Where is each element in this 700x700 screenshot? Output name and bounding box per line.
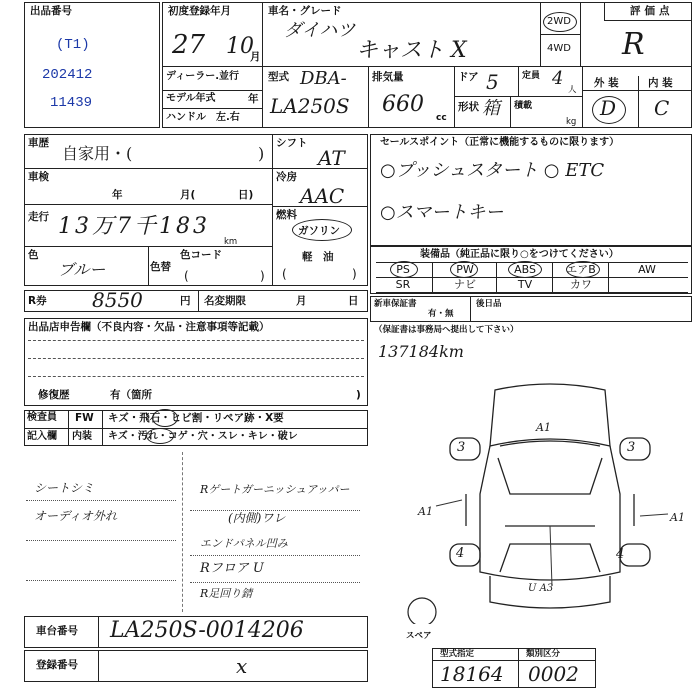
- spare-label: スペア: [406, 631, 432, 641]
- recycle-value: 8550: [92, 288, 143, 312]
- new-warranty-value: 有・無: [428, 309, 454, 319]
- recycle-yen: 円: [180, 295, 191, 307]
- note-right-5: R足回り錆: [200, 587, 253, 600]
- note-right-3: エンドパネル凹み: [200, 537, 288, 550]
- equip-airbag: エアB: [566, 263, 596, 276]
- color-paren-open: (: [184, 269, 189, 283]
- inspection-label: 車検: [28, 171, 49, 183]
- interior-label: 内 装: [648, 77, 673, 89]
- interior-row-label: 内装: [72, 431, 92, 442]
- chassis-label: 車台番号: [36, 625, 78, 637]
- exterior-label: 外 装: [594, 77, 619, 89]
- repair-close: ): [356, 389, 361, 401]
- color-code-label: 色コード: [180, 249, 222, 261]
- first-reg-label: 初度登録年月: [168, 5, 231, 17]
- inspector-label-2: 記入欄: [27, 431, 57, 442]
- handle-label: ハンドル 左.右: [166, 112, 240, 123]
- diagram-mark-rl: 4: [456, 546, 465, 561]
- km-unit: km: [224, 237, 238, 247]
- fuel-label: 燃料: [276, 209, 297, 221]
- recycle-label: R券: [28, 295, 47, 307]
- fw-items: キズ・飛石・ヒビ割・リペア跡・X要: [108, 412, 284, 424]
- interior-value: C: [654, 96, 670, 120]
- capacity-label: 定員: [522, 71, 541, 81]
- model-year-unit: 年: [248, 93, 259, 105]
- color-value: ブルー: [58, 260, 106, 279]
- note-right-4: Rフロア U: [200, 561, 264, 576]
- displacement-label: 排気量: [372, 71, 404, 83]
- registration-label: 登録番号: [36, 659, 78, 671]
- equip-pw-circle: [450, 261, 478, 278]
- fuel-paren-open: (: [282, 267, 287, 281]
- model-year-label: モデル年式: [166, 93, 216, 104]
- ac-value: AAC: [300, 184, 345, 208]
- dealer-label: ディーラー.並行: [166, 71, 239, 82]
- exterior-value: D: [600, 96, 617, 120]
- equip-abs: ABS: [514, 263, 536, 276]
- registration-value: x: [236, 654, 248, 678]
- equip-ps: PS: [396, 263, 410, 276]
- cc-unit: cc: [436, 113, 447, 123]
- diagram-mark-right: A1: [670, 511, 685, 524]
- type-cert-label: 型式指定: [440, 649, 475, 659]
- drive-2wd: 2WD: [547, 16, 571, 27]
- name-change-label: 名変期限: [204, 295, 246, 307]
- note-right-1: Rゲートガーニッシュアッパー: [200, 483, 350, 496]
- fuel-paren-close: ): [352, 267, 357, 281]
- inspector-label-1: 検査員: [27, 412, 57, 423]
- displacement-value: 660: [382, 92, 424, 117]
- diagram-mark-fl: 3: [457, 440, 466, 455]
- shift-value: AT: [318, 146, 345, 170]
- spare-tire-circle: [408, 598, 436, 624]
- color-label: 色: [28, 249, 39, 261]
- fuel-diesel: 軽 油: [302, 251, 334, 263]
- new-warranty-label: 新車保証書: [374, 299, 417, 309]
- mileage-label: 走行: [28, 211, 49, 223]
- mileage-history: 137184km: [378, 342, 464, 361]
- sales-point-frame: [370, 134, 692, 246]
- shift-label: シフト: [276, 137, 308, 149]
- diagram-mark-rear: U A3: [528, 583, 554, 594]
- drive-4wd: 4WD: [547, 43, 571, 54]
- type-cert-value: 18164: [440, 662, 504, 686]
- recycle-frame: [24, 290, 368, 312]
- lot-date: 202412: [42, 67, 93, 83]
- lot-number: 11439: [50, 95, 93, 111]
- equip-leather: カワ: [570, 278, 592, 291]
- equip-pw: PW: [456, 263, 474, 276]
- shape-value: 箱: [482, 98, 500, 119]
- fw-stone-circle: [152, 409, 178, 427]
- equipment-label: 装備品（純正品に限り○をつけてください）: [420, 249, 619, 260]
- warranty-note: （保証書は事務局へ提出して下さい）: [374, 325, 519, 335]
- maker-name: ダイハツ: [284, 20, 356, 41]
- history-label: 車歴: [28, 137, 49, 149]
- chassis-value: LA250S-0014206: [110, 618, 304, 643]
- color-change-label: 色替: [150, 261, 171, 273]
- note-left-2: オーディオ外れ: [34, 509, 118, 523]
- name-change-month: 月: [296, 295, 307, 307]
- model-name-label: 車名・グレード: [268, 5, 342, 17]
- equip-tv: TV: [517, 278, 533, 291]
- inspection-month: 月(: [180, 189, 196, 201]
- diagram-mark-rr: 4: [616, 547, 625, 562]
- new-warranty-frame: [370, 296, 692, 322]
- category-value: 0002: [528, 662, 579, 686]
- doors-value: 5: [486, 70, 499, 94]
- type-value-1: DBA-: [300, 68, 347, 89]
- first-reg-year: 27: [172, 30, 206, 60]
- note-right-2: (内側)ワレ: [228, 511, 286, 525]
- lot-label: 出品番号: [30, 5, 72, 17]
- diagram-mark-fr: 3: [627, 440, 636, 455]
- equip-airbag-circle: [566, 261, 600, 278]
- name-change-day: 日: [348, 295, 359, 307]
- inspection-day: 日): [238, 189, 254, 201]
- capacity-value: 4: [552, 68, 564, 89]
- fw-label: FW: [75, 412, 94, 424]
- interior-stain-circle: [146, 428, 174, 444]
- equip-navi: ナビ: [454, 278, 476, 291]
- diagram-mark-roof: A1: [536, 421, 551, 434]
- type-label: 型式: [268, 71, 289, 83]
- ac-label: 冷房: [276, 171, 297, 183]
- score-label: 評価点: [630, 5, 674, 17]
- model-grade: キャスト X: [356, 38, 467, 63]
- score-value: R: [622, 27, 645, 62]
- after-item-label: 後日品: [476, 299, 502, 309]
- shape-label: 形状: [458, 101, 479, 113]
- equip-sr: SR: [395, 278, 411, 291]
- repair-label: 修復歴: [38, 389, 70, 401]
- sales-point-line2: ○スマートキー: [380, 202, 504, 223]
- history-value: 自家用・(: [62, 144, 133, 163]
- doors-label: ドア: [458, 71, 479, 83]
- color-paren-close: ): [260, 269, 265, 283]
- kg-unit: kg: [566, 117, 577, 127]
- category-label: 類別区分: [526, 649, 561, 659]
- equip-aw: AW: [638, 263, 656, 276]
- diagram-mark-left: A1: [418, 505, 433, 518]
- mileage-value: 13万7千183: [58, 214, 210, 239]
- lot-code: (T1): [56, 37, 90, 53]
- first-reg-month: 10: [226, 34, 254, 59]
- equip-ps-circle: [390, 261, 418, 278]
- type-value-2: LA250S: [270, 94, 350, 118]
- history-close: ): [258, 144, 265, 163]
- load-label: 積載: [514, 101, 533, 111]
- interior-items: キズ・汚れ・コゲ・穴・スレ・キレ・破レ: [108, 431, 298, 442]
- fuel-gasoline: ガソリン: [298, 225, 340, 237]
- sales-point-label: セールスポイント（正常に機能するものに限ります）: [380, 137, 620, 148]
- gasoline-circle: [292, 219, 352, 241]
- note-left-1: シートシミ: [34, 481, 95, 495]
- sales-point-line1: ○プッシュスタート ○ ETC: [380, 160, 605, 181]
- inspection-year: 年: [112, 189, 123, 201]
- repair-value: 有（箇所: [110, 389, 152, 401]
- capacity-unit: 人: [568, 85, 577, 95]
- month-unit: 月: [250, 51, 261, 63]
- equip-abs-circle: [508, 261, 542, 278]
- seller-notes-label: 出品店申告欄（不良内容・欠品・注意事項等記載）: [28, 321, 270, 333]
